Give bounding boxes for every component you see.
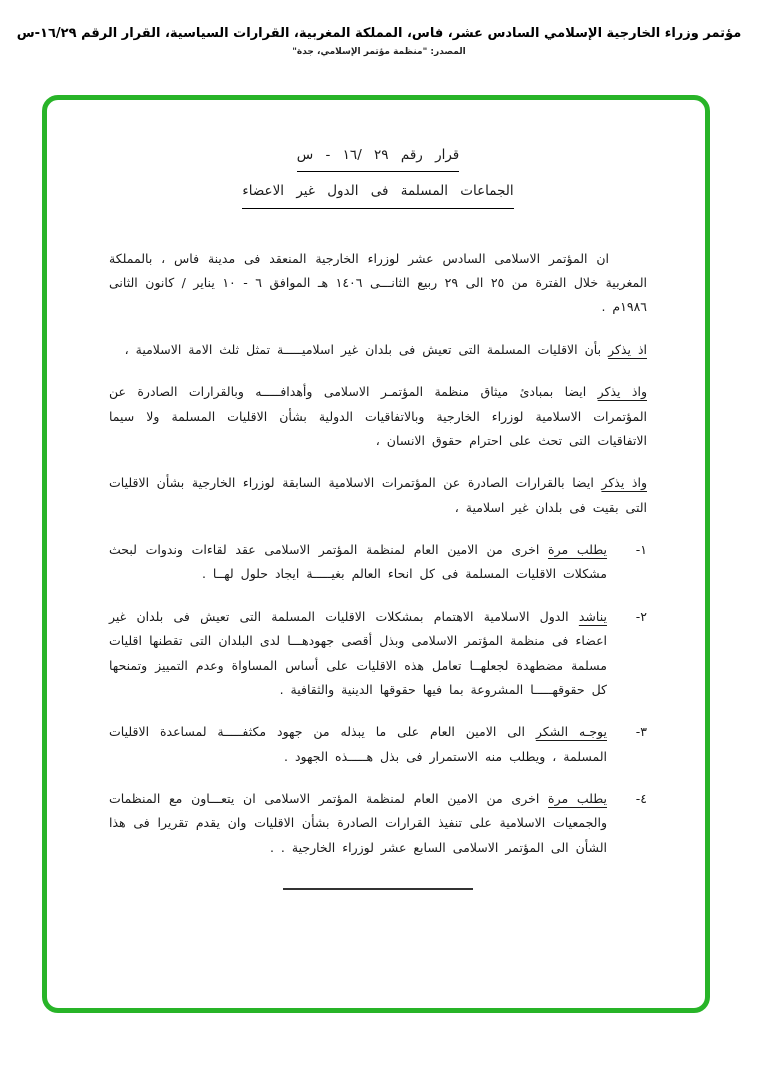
item-text-block	[109, 538, 607, 587]
item-number: ٣-	[635, 724, 647, 740]
resolution-items	[109, 538, 647, 860]
paragraph-text: بأن الاقليات المسلمة التى تعيش فى بلدان غير اسلاميـــــة تمثل ثلث الامة الاسلامية ،	[124, 341, 602, 357]
paragraph-lead: واذ يذكر	[601, 475, 647, 491]
paragraph-text: ايضا بالقرارات الصادرة عن المؤتمرات الاسلامية السابقة لوزراء الخارجية بشأن الاقليات التى بقيت فى بلدان غير اسلامية ،	[109, 475, 647, 515]
paragraph-text: ايضا بمبادئ ميثاق منظمة المؤتمـر الاسلامى وأهدافـــــه وبالقرارات الصادرة عن المؤتمرات الاسلامية لوزراء الخارجية وبالاتفاقيات الدولية بشأن الاقليات المسلمة ولا سيما الاتفاقيات التى تحث على احترام حقوق الانسان ،	[109, 384, 647, 448]
resolution-item-1	[109, 538, 647, 587]
paragraph-lead: واذ يذكر	[597, 384, 647, 400]
item-lead: يناشد	[578, 608, 607, 624]
resolution-subject-title: الجماعات المسلمة فى الدول غير الاعضاء	[242, 178, 513, 208]
item-lead: يوجـه الشكر	[535, 724, 607, 740]
separator-line	[283, 888, 473, 890]
item-text: اخرى من الامين العام لمنظمة المؤتمر الاسلامى عقد لقاءات وندوات لبحث مشكلات الاقليات المسلمة فى كل انحاء العالم بغيـــــة ايجاد حلول لهــا .	[109, 542, 607, 582]
item-lead: يطلب مرة	[548, 791, 607, 806]
preamble-paragraph-4	[109, 471, 647, 520]
item-text: اخرى من الامين العام لمنظمة المؤتمر الاسلامى ان يتعـــاون مع المنظمات والجمعيات الاسلامية على تنفيذ القرارات الصادرة بشأن الاقليات وان يقدم تقريرا فى هذا الشأن الى المؤتمر الاسلامى السابع عشر لوزراء الخارجية . .	[109, 791, 607, 855]
document-body	[47, 100, 705, 890]
item-text: الى الامين العام على ما يبذله من جهود مكثفـــــة لمساعدة الاقليات المسلمة ، ويطلب منه الاستمرار فى بذل هـــــذه الجهود .	[109, 724, 607, 764]
item-number: ٤-	[635, 791, 647, 806]
resolution-item-3	[109, 720, 647, 769]
item-text: الدول الاسلامية الاهتمام بمشكلات الاقليات المسلمة التى تعيش فى بلدان غير اعضاء فى منظمة المؤتمر الاسلامى وبذل أقصى جهودهـــا لدى البلدان التى تقطنها اقليات مسلمة مضطهدة لجعلهــا تعامل هذه الاقليات على أساس المساواة وعدم التمييز وتمنحها كل حقوقهـــــا المشروعة بما فيها حقوقها الدينية والثقافية .	[109, 608, 607, 697]
resolution-number-title: قرار رقم ٢٩ /١٦ - س	[297, 142, 460, 172]
paragraph-lead: اذ يذكر	[608, 341, 647, 357]
title-block	[109, 142, 647, 209]
item-lead: يطلب مرة	[548, 542, 608, 557]
header-citation: مؤتمر وزراء الخارجية الإسلامي السادس عشر، فاس، المملكة المغربية، القرارات السياسية، القرار الرقم ١٦/٢٩-س	[16, 26, 742, 41]
source-line: المصدر: "منظمة مؤتمر الإسلامي، جدة"	[292, 47, 466, 57]
paragraph-text: ان المؤتمر الاسلامى السادس عشر لوزراء الخارجية المنعقد فى مدينة فاس ، بالمملكة المغربية خلال الفترة من ٢٥ الى ٢٩ ربيع الثانـــى ١٤٠٦ هـ الموافق ٦ - ١٠ يناير / كانون الثانى ١٩٨٦م .	[109, 250, 647, 315]
item-text-block	[109, 720, 607, 769]
resolution-item-4	[109, 787, 647, 860]
preamble-paragraph-2	[109, 338, 647, 362]
item-number: ١-	[635, 542, 647, 557]
item-number: ٢-	[635, 608, 647, 624]
item-text-block	[109, 787, 607, 860]
item-text-block	[109, 605, 607, 703]
resolution-item-2	[109, 605, 647, 703]
preamble-paragraph-1	[109, 247, 647, 320]
preamble-paragraph-3	[109, 380, 647, 453]
document-scan-frame	[42, 95, 710, 1013]
